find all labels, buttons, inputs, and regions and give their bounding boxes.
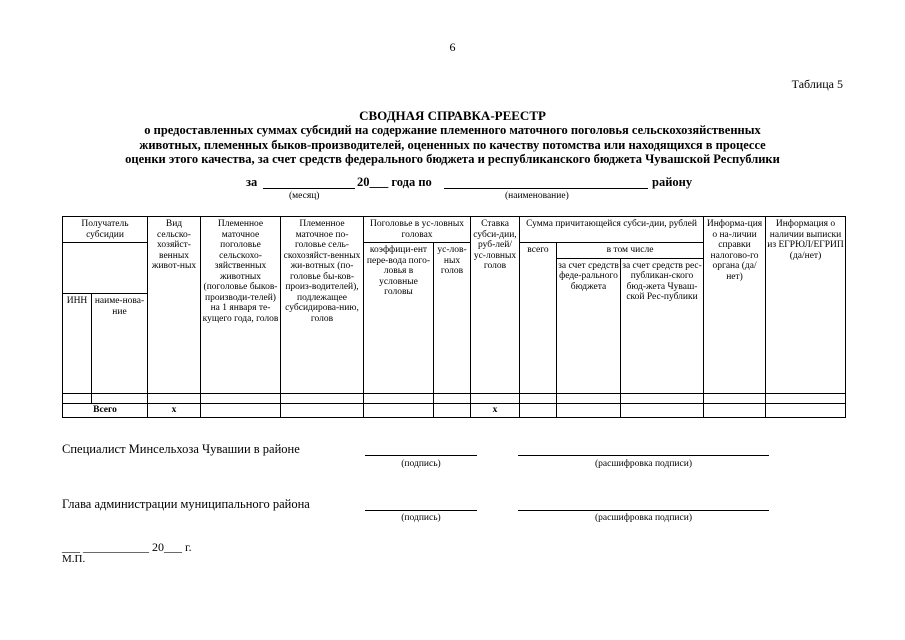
total-tax[interactable] (704, 404, 766, 418)
cell-total[interactable] (520, 394, 557, 404)
cell-coefficient[interactable] (364, 394, 434, 404)
header-conditional-heads: Поголовье в ус-ловных головах (364, 217, 471, 243)
decode-caption-head: (расшифровка подписи) (595, 513, 692, 523)
name-caption: (наименование) (505, 191, 569, 201)
decode-caption-specialist: (расшифровка подписи) (595, 459, 692, 469)
signature-line-head[interactable] (365, 510, 477, 511)
total-coefficient[interactable] (364, 404, 434, 418)
total-breeding[interactable] (201, 404, 281, 418)
period-year: 20___ года по (357, 175, 432, 189)
page-number: 6 (449, 40, 456, 54)
document-title: СВОДНАЯ СПРАВКА-РЕЕСТР (359, 108, 546, 123)
period-prefix: за (246, 175, 258, 189)
cell-tax[interactable] (704, 394, 766, 404)
header-tax-info: Информа-ция о на-личии справки налогово-го органа (да/нет) (704, 217, 766, 394)
total-kind-x: х (148, 404, 201, 418)
header-including: в том числе (557, 243, 704, 259)
signature-label-specialist: Специалист Минсельхоза Чувашии в районе (62, 442, 300, 456)
signature-label-head: Глава администрации муниципального района (62, 497, 310, 511)
header-recipient: Получатель субсидии (63, 217, 148, 243)
header-conditional: ус-лов-ных голов (434, 243, 471, 394)
header-subsidy-rate: Ставка субси-дии, руб-лей/ус-ловных голов (471, 217, 520, 394)
month-field[interactable] (263, 188, 355, 189)
stamp-place: М.П. (62, 553, 86, 565)
total-amount[interactable] (520, 404, 557, 418)
header-republic: за счет средств рес-публикан-ского бюд-жета Чуваш-ской Рес-публики (621, 258, 704, 394)
header-name: наиме-нова-ние (92, 294, 148, 394)
total-republic[interactable] (621, 404, 704, 418)
header-subsidy-amount: Сумма причитающейся субси-дии, рублей (520, 217, 704, 243)
total-subsidized[interactable] (281, 404, 364, 418)
cell-federal[interactable] (557, 394, 621, 404)
subtitle-line-3: оценки этого качества, за счет средств федерального бюджета и республиканского бюджета Чувашской Республики (125, 152, 780, 166)
cell-egrul[interactable] (766, 394, 846, 404)
signature-caption-specialist: (подпись) (401, 459, 441, 469)
total-rate-x: х (471, 404, 520, 418)
header-federal: за счет средств феде-рального бюджета (557, 258, 621, 394)
header-subsidized-livestock: Племенное маточное по-головье сель-скохозяйст-венных жи-вотных (по-головье бы-ков-произ-водителей), подлежащее субсидирова-нию, голов (281, 217, 364, 394)
total-egrul[interactable] (766, 404, 846, 418)
cell-inn[interactable] (63, 394, 92, 404)
registry-table (62, 216, 846, 418)
cell-breeding[interactable] (201, 394, 281, 404)
district-field[interactable] (444, 188, 648, 189)
header-coefficient: коэффици-ент пере-вода пого-ловья в условные головы (364, 243, 434, 394)
table-row (63, 394, 846, 404)
total-conditional[interactable] (434, 404, 471, 418)
decode-line-head[interactable] (518, 510, 769, 511)
recipient-spacer (63, 243, 148, 294)
period-suffix: району (652, 175, 693, 189)
subtitle-line-1: о предоставленных суммах субсидий на содержание племенного маточного поголовья сельскохозяйственных (144, 123, 761, 137)
month-caption: (месяц) (289, 191, 320, 201)
header-inn: ИНН (63, 294, 92, 394)
subtitle-line-2: животных, племенных быков-производителей, оцененных по качеству потомства или находящихся в процессе (139, 137, 766, 152)
cell-name[interactable] (92, 394, 148, 404)
cell-kind[interactable] (148, 394, 201, 404)
header-egrul-info: Информация о наличии выписки из ЕГРЮЛ/ЕГРИП (да/нет) (766, 217, 846, 394)
cell-rate[interactable] (471, 394, 520, 404)
cell-subsidized[interactable] (281, 394, 364, 404)
date-line[interactable]: ___ ___________ 20___ г. (62, 540, 192, 554)
header-animal-kind: Вид сельско-хозяйст-венных живот-ных (148, 217, 201, 394)
total-label: Всего (63, 404, 148, 418)
header-amount-total: всего (520, 243, 557, 394)
table-label: Таблица 5 (791, 77, 843, 91)
decode-line-specialist[interactable] (518, 455, 769, 456)
total-row (63, 404, 846, 418)
cell-republic[interactable] (621, 394, 704, 404)
signature-caption-head: (подпись) (401, 513, 441, 523)
document-title-block (60, 108, 845, 167)
total-federal[interactable] (557, 404, 621, 418)
signature-line-specialist[interactable] (365, 455, 477, 456)
cell-conditional[interactable] (434, 394, 471, 404)
header-breeding-livestock: Племенное маточное поголовье сельскохо-зяйственных животных (поголовье быков-производи-телей) на 1 января те-кущего года, голов (201, 217, 281, 394)
